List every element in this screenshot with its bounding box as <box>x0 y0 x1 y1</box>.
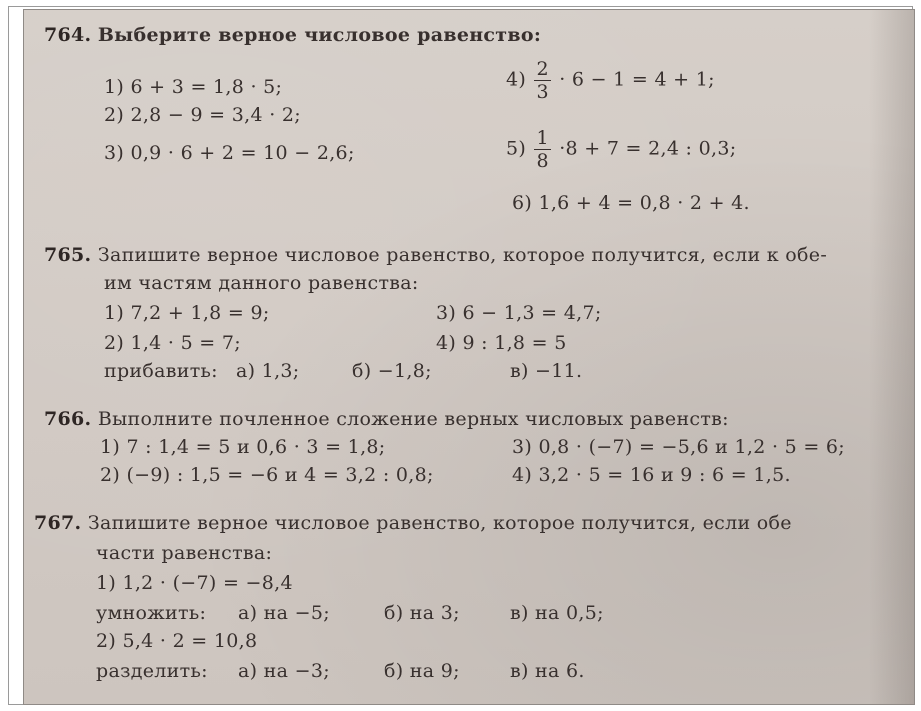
list-item: 4) 9 : 1,8 = 5 <box>436 332 567 354</box>
textbook-page-photo <box>23 9 915 705</box>
list-item: 3) 0,8 · (−7) = −5,6 и 1,2 · 5 = 6; <box>512 436 845 458</box>
list-item: 1) 7,2 + 1,8 = 9; <box>104 302 270 324</box>
list-item: 1) 6 + 3 = 1,8 · 5; <box>104 76 283 98</box>
option: а) на −5; <box>238 602 330 624</box>
list-item: 2) (−9) : 1,5 = −6 и 4 = 3,2 : 0,8; <box>100 464 434 486</box>
option: в) на 0,5; <box>510 602 604 624</box>
list-item: 3) 0,9 · 6 + 2 = 10 − 2,6; <box>104 142 355 164</box>
option: б) на 9; <box>384 660 460 682</box>
problem-number: 767. <box>34 512 82 534</box>
expression-rest: · 6 − 1 = 4 + 1; <box>559 68 715 91</box>
item-label: 5) <box>506 137 527 160</box>
problem-765-header <box>44 244 827 266</box>
list-item: 2) 2,8 − 9 = 3,4 · 2; <box>104 104 301 126</box>
expression-rest: ·8 + 7 = 2,4 : 0,3; <box>559 137 737 160</box>
list-item: 4) 3,2 · 5 = 16 и 9 : 6 = 1,5. <box>512 464 791 486</box>
option: а) на −3; <box>238 660 330 682</box>
fraction-denominator: 3 <box>536 81 549 103</box>
problem-number: 765. <box>44 244 92 266</box>
option: б) −1,8; <box>352 360 432 382</box>
fraction-denominator: 8 <box>536 150 549 172</box>
list-item: 1) 7 : 1,4 = 5 и 0,6 · 3 = 1,8; <box>100 436 386 458</box>
image-frame <box>8 6 913 705</box>
problem-prompt: Запишите верное числовое равенство, которое получится, если к обе- <box>97 244 828 266</box>
problem-number: 766. <box>44 408 92 430</box>
problem-prompt: Выполните почленное сложение верных числовых равенств: <box>97 408 729 430</box>
problem-prompt: Выберите верное числовое равенство: <box>97 24 542 46</box>
item-label: 4) <box>506 68 527 91</box>
list-item-fraction <box>506 127 736 172</box>
option: в) на 6. <box>510 660 585 682</box>
option: б) на 3; <box>384 602 460 624</box>
list-item: 2) 1,4 · 5 = 7; <box>104 332 241 354</box>
list-item: 3) 6 − 1,3 = 4,7; <box>436 302 602 324</box>
fraction-numerator: 2 <box>536 58 549 80</box>
equation: 2) 5,4 · 2 = 10,8 <box>96 630 258 652</box>
option: а) 1,3; <box>236 360 300 382</box>
problem-764-header <box>44 24 541 46</box>
problem-number: 764. <box>44 24 92 46</box>
problem-767-header <box>34 512 792 534</box>
option: в) −11. <box>510 360 583 382</box>
fraction <box>534 58 550 103</box>
page-edge-shadow <box>869 10 914 704</box>
fraction <box>534 127 550 172</box>
list-item: 6) 1,6 + 4 = 0,8 · 2 + 4. <box>512 192 750 214</box>
operation-label: умножить: <box>96 602 207 624</box>
fraction-numerator: 1 <box>536 127 549 149</box>
operation-label: прибавить: <box>104 360 218 382</box>
problem-766-header <box>44 408 729 430</box>
problem-prompt-continued: им частям данного равенства: <box>104 272 419 294</box>
problem-prompt: Запишите верное числовое равенство, которое получится, если обе <box>87 512 792 534</box>
operation-label: разделить: <box>96 660 208 682</box>
problem-prompt-continued: части равенства: <box>96 542 273 564</box>
list-item-fraction <box>506 58 715 103</box>
equation: 1) 1,2 · (−7) = −8,4 <box>96 572 293 594</box>
